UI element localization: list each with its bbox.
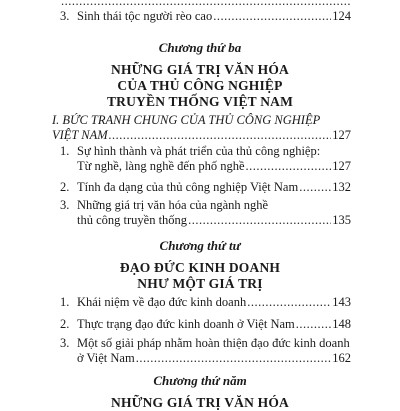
section-heading [0,113,400,143]
chapter-title-line: NHƯ MỘT GIÁ TRỊ [137,276,263,291]
page-number: 127 [332,128,351,142]
dot-leader [136,351,332,366]
item-number: 3. [60,336,70,350]
item-title: Tính đa dạng của thủ công nghiệp Việt Nam [77,180,299,194]
page-number: 162 [332,351,351,365]
page-number: 148 [332,317,351,331]
item-title: Khái niệm về đạo đức kinh doanh [77,295,247,309]
item-number: 1. [60,144,70,158]
dot-leader [213,9,331,24]
item-number: 2. [60,180,70,194]
chapter-title-line: NHỮNG GIÁ TRỊ VĂN HÓA [111,395,289,410]
toc-item [0,317,400,332]
toc-item [0,9,400,24]
toc-item [0,198,400,228]
toc-item [0,144,400,174]
chapter-label: Chương thứ năm [153,373,247,388]
dot-leader [299,180,331,195]
item-number: 3. [60,198,70,212]
item-title: Sinh thái tộc người rèo cao [77,9,213,23]
item-title: Một số giải pháp nhằm hoàn thiện đạo đức kinh doanh [77,336,350,350]
chapter-label: Chương thứ tư [159,238,241,253]
chapter-title-line: CỦA THỦ CÔNG NGHIỆP [117,78,283,93]
dot-leader [247,295,331,310]
item-number: 3. [60,9,70,23]
page-number: 143 [332,295,351,309]
toc-item [0,180,400,195]
chapter-label: Chương thứ ba [158,40,242,55]
chapter-title-line: ĐẠO ĐỨC KINH DOANH [119,260,281,275]
page-number: 127 [332,159,351,173]
chapter-title-line: TRUYỀN THỐNG VIỆT NAM [106,94,294,109]
toc-item [0,295,400,310]
item-title-continued: Từ nghề, làng nghề đến phố nghề [77,159,245,173]
dot-leader [188,213,331,228]
item-title: Những giá trị văn hóa của ngành nghề [77,198,269,212]
dot-leader [296,317,332,332]
toc-item [0,336,400,366]
chapter-title-line: NHỮNG GIÁ TRỊ VĂN HÓA [111,62,289,77]
item-number: 2. [60,317,70,331]
section-heading-line: I. BỨC TRANH CHUNG CỦA THỦ CÔNG NGHIỆP [52,113,321,127]
page-number: 135 [332,213,351,227]
page-number: 124 [332,9,351,23]
item-title: Thực trạng đạo đức kinh doanh ở Việt Nam [77,317,295,331]
section-heading-line: VIỆT NAM [52,128,108,142]
dot-leader [246,159,332,174]
item-title: Sự hình thành và phát triển của thủ công nghiệp: [77,144,321,158]
dot-leader [109,128,332,143]
item-title-continued: thủ công truyền thống [77,213,188,227]
item-number: 1. [60,295,70,309]
dot-leader [61,0,350,9]
item-title-continued: ở Việt Nam [77,351,135,365]
toc-item-dotted-leader-partial [0,0,400,9]
page-number: 132 [332,180,351,194]
